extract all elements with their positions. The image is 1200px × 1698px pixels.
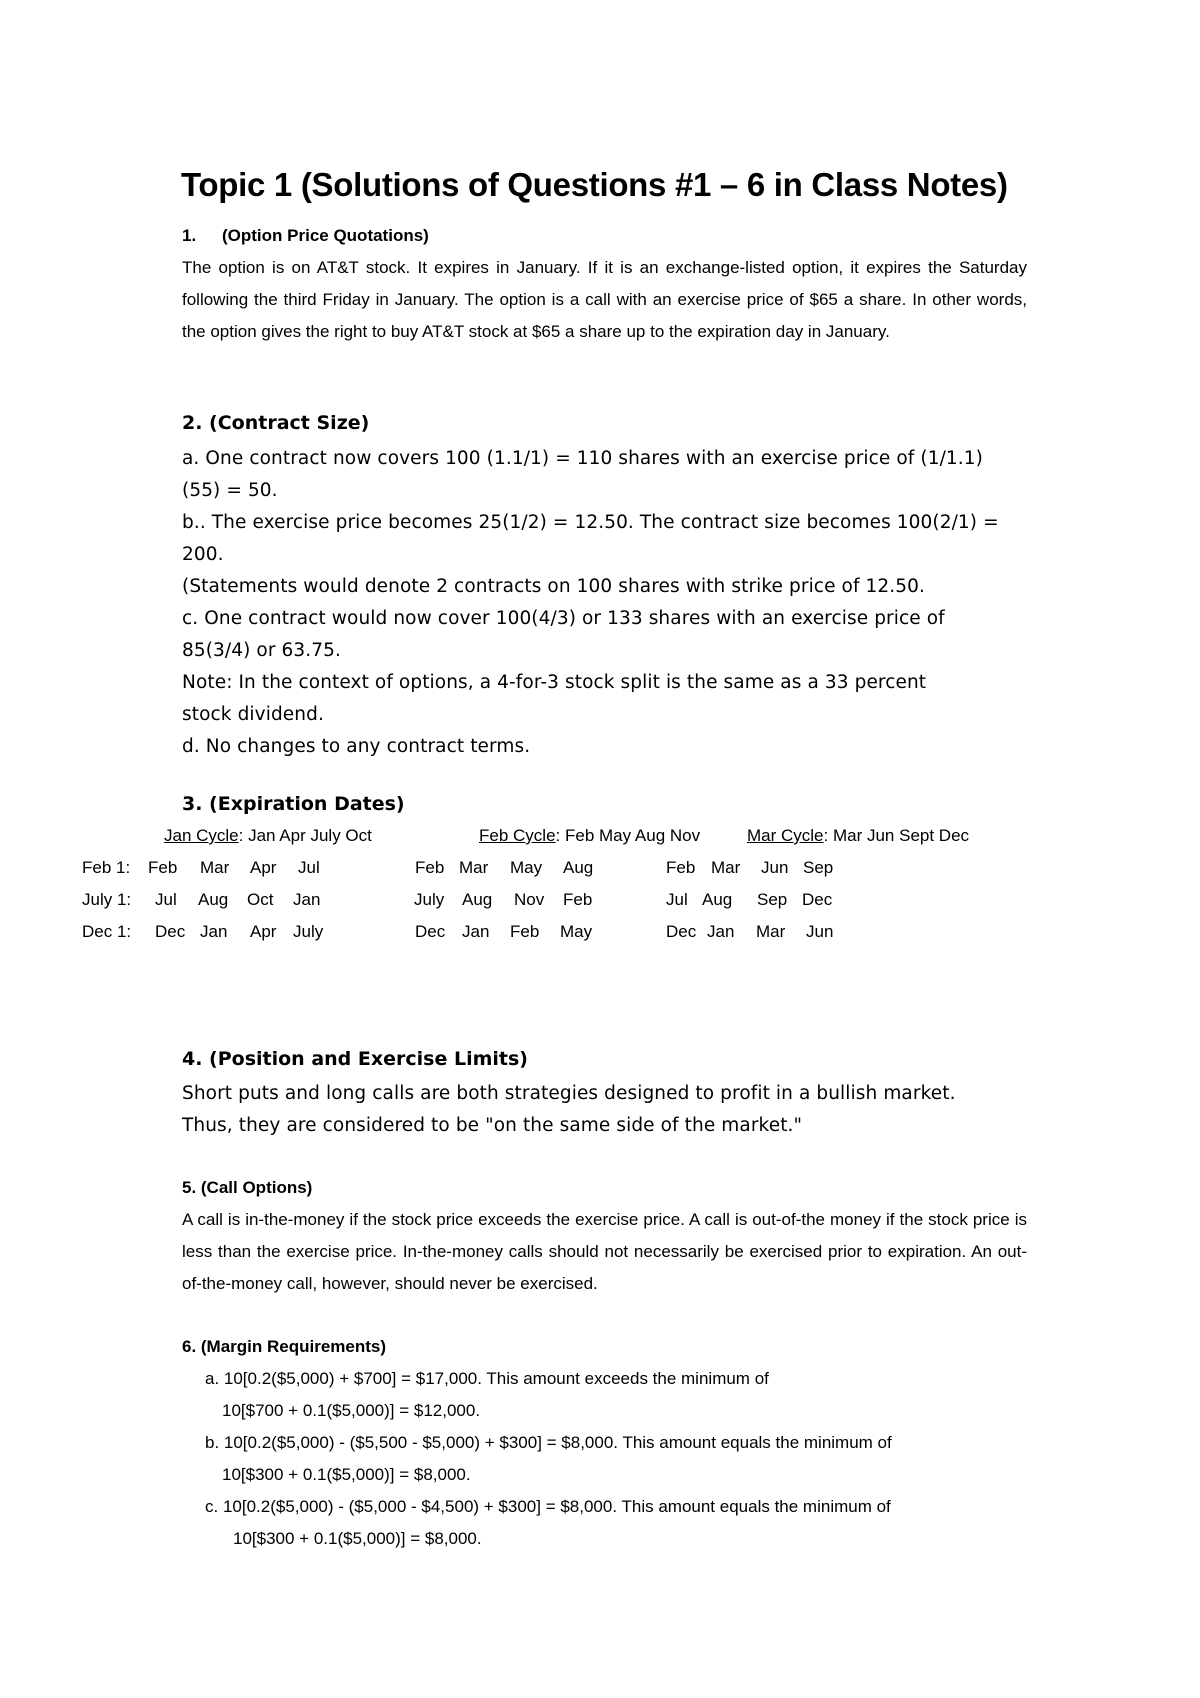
q1-body: The option is on AT&T stock. It expires in January. If it is an exchange-listed option, it expires the Saturday following the third Friday in January. The option is a call with an exercise price of $65 a share. In other words, the option gives the right to buy AT&T stock at $65 a share up to the expiration day in January.: [182, 258, 1027, 341]
table-cell: Feb: [415, 858, 445, 877]
row-label: Feb 1:: [82, 858, 131, 877]
q2-line: c. One contract would now cover 100(4/3) or 133 shares with an exercise price of: [182, 608, 945, 629]
table-cell: Mar: [459, 858, 489, 877]
table-cell: Aug: [702, 890, 733, 909]
table-cell: Jul: [298, 858, 320, 877]
q6-a-line1: a. 10[0.2($5,000) + $700] = $17,000. This amount exceeds the minimum of: [205, 1369, 769, 1388]
table-cell: Dec: [666, 922, 697, 941]
table-cell: Jan: [293, 890, 321, 909]
q6-c-line2: 10[$300 + 0.1($5,000)] = $8,000.: [233, 1529, 482, 1548]
table-cell: Feb: [666, 858, 696, 877]
table-cell: Aug: [198, 890, 229, 909]
q2-body: [182, 443, 1082, 763]
table-cell: Nov: [514, 890, 545, 909]
q2-line: (Statements would denote 2 contracts on 100 shares with strike price of 12.50.: [182, 576, 925, 597]
table-cell: Dec: [155, 922, 186, 941]
q2-line: b.. The exercise price becomes 25(1/2) = 12.50. The contract size becomes 100(2/1) =: [182, 512, 999, 533]
table-cell: Jan: [707, 922, 735, 941]
table-cell: Feb: [510, 922, 540, 941]
q2-line: (55) = 50.: [182, 480, 278, 501]
q5-heading: 5. (Call Options): [182, 1178, 313, 1197]
q6-a-line2: 10[$700 + 0.1($5,000)] = $12,000.: [222, 1401, 481, 1420]
table-cell: July: [414, 890, 445, 909]
page-title: Topic 1 (Solutions of Questions #1 – 6 in Class Notes): [181, 166, 1008, 203]
q6-heading: 6. (Margin Requirements): [182, 1337, 387, 1356]
q2-heading: 2. (Contract Size): [182, 412, 370, 434]
table-cell: Aug: [563, 858, 594, 877]
q2-line: d. No changes to any contract terms.: [182, 736, 531, 757]
table-cell: Oct: [247, 890, 274, 909]
table-cell: May: [560, 922, 593, 941]
table-cell: Jun: [761, 858, 789, 877]
table-cell: Dec: [415, 922, 446, 941]
table-cell: May: [510, 858, 543, 877]
q6-c-line1: c. 10[0.2($5,000) - ($5,000 - $4,500) + $300] = $8,000. This amount equals the minimum of: [205, 1497, 891, 1516]
q2-line: 200.: [182, 544, 224, 565]
table-cell: Jul: [666, 890, 688, 909]
q1-number: 1.: [182, 226, 197, 245]
table-cell: Apr: [250, 858, 277, 877]
q2-line: Note: In the context of options, a 4-for-3 stock split is the same as a 33 percent: [182, 672, 927, 693]
q4-line: Short puts and long calls are both strategies designed to profit in a bullish market.: [182, 1083, 956, 1104]
q1-heading: (Option Price Quotations): [222, 226, 429, 245]
q2-line: stock dividend.: [182, 704, 324, 725]
table-cell: Aug: [462, 890, 493, 909]
q2-line: 85(3/4) or 63.75.: [182, 640, 341, 661]
table-cell: Sep: [803, 858, 834, 877]
table-cell: Jun: [806, 922, 834, 941]
table-cell: Feb: [148, 858, 178, 877]
table-cell: Sep: [757, 890, 788, 909]
q3-heading: 3. (Expiration Dates): [182, 793, 405, 815]
q2-line: a. One contract now covers 100 (1.1/1) = 110 shares with an exercise price of (1/1.1): [182, 448, 983, 469]
table-cell: Dec: [802, 890, 833, 909]
q4-body: [182, 1078, 956, 1142]
q4-line: Thus, they are considered to be "on the same side of the market.": [182, 1115, 803, 1136]
q6-b-line1: b. 10[0.2($5,000) - ($5,500 - $5,000) + $300] = $8,000. This amount equals the minimum of: [205, 1433, 892, 1452]
table-cell: Jan: [200, 922, 228, 941]
cycle-header-feb: Feb Cycle: Feb May Aug Nov: [479, 826, 701, 845]
q6-b-line2: 10[$300 + 0.1($5,000)] = $8,000.: [222, 1465, 471, 1484]
table-cell: Jul: [155, 890, 177, 909]
table-cell: Mar: [200, 858, 230, 877]
cycle-header-mar: Mar Cycle: Mar Jun Sept Dec: [747, 826, 970, 845]
table-cell: Mar: [711, 858, 741, 877]
table-cell: Apr: [250, 922, 277, 941]
row-label: Dec 1:: [82, 922, 132, 941]
table-cell: Mar: [756, 922, 786, 941]
table-cell: July: [293, 922, 324, 941]
table-cell: Feb: [563, 890, 593, 909]
cycle-header-jan: Jan Cycle: Jan Apr July Oct: [164, 826, 372, 845]
q5-body: A call is in-the-money if the stock price exceeds the exercise price. A call is out-of-the money if the stock price is less than the exercise price. In-the-money calls should not necessarily be exercised prior to expiration. An out-of-the-money call, however, should never be exercised.: [182, 1210, 1027, 1293]
row-label: July 1:: [82, 890, 132, 909]
q4-heading: 4. (Position and Exercise Limits): [182, 1048, 528, 1070]
table-cell: Jan: [462, 922, 490, 941]
